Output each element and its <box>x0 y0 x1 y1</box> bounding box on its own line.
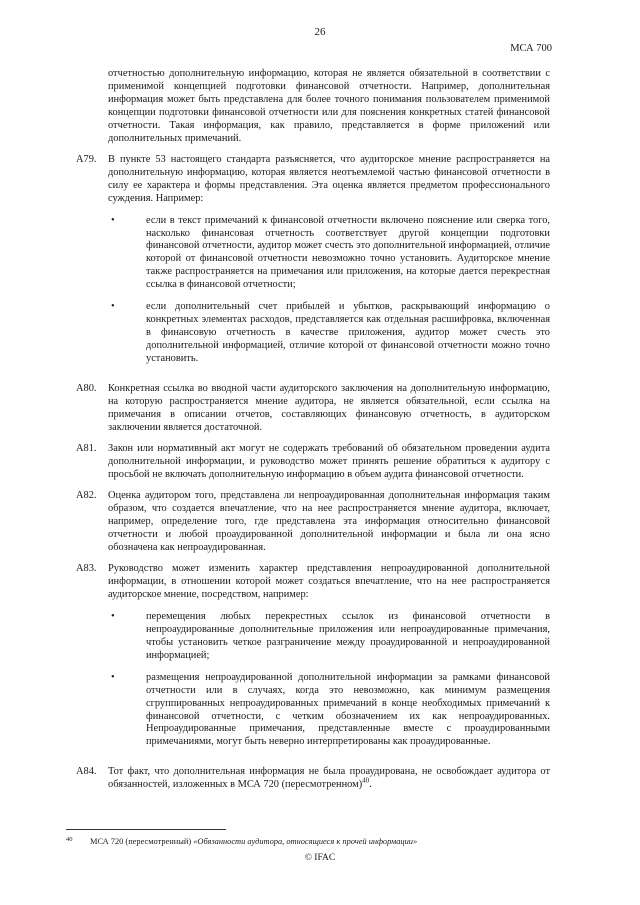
list-item-text: если дополнительный счет прибылей и убытков, раскрывающий информацию о конкретных элементах расходов, представляется как отдельная расшифровка, включенная в финансовую отчетность в качестве приложения, аудитор может счесть это дополнительной информацией, отличие которой от финансовой отчетности можно точно установить. <box>146 301 550 364</box>
copyright-notice: © IFAC <box>304 853 336 863</box>
paragraph-body: Тот факт, что дополнительная информация не была проаудирована, не освобождает аудитора от обязанностей, изложенных в МСА 720 (пересмотренном) <box>108 766 550 791</box>
footnote-text <box>90 836 417 847</box>
list-item-text: перемещения любых перекрестных ссылок из финансовой отчетности в непроаудированные дополнительные приложения или непроаудированные примечания, чтобы установить четкое разграничение между проаудированной и непроаудированной информацией; <box>146 611 550 661</box>
paragraph-a81 <box>76 443 550 482</box>
paragraph-a80 <box>76 383 550 435</box>
list-item <box>108 672 550 749</box>
bullet-icon: • <box>111 611 115 623</box>
paragraph-text <box>108 766 550 792</box>
paragraph-text: Конкретная ссылка во вводной части аудиторского заключения на дополнительную информацию, на которую распространяется мнение аудитора, не является обязательной, если ссылка на примечания в описании отчетов, составляющих финансовую отчетность, в аудиторском заключении является достаточной. <box>108 382 550 433</box>
paragraph-number: A84. <box>76 766 97 778</box>
paragraph-end: . <box>369 779 372 791</box>
page-number: 26 <box>314 26 326 38</box>
bullet-icon: • <box>111 214 115 226</box>
paragraph-number: A82. <box>76 490 97 502</box>
list-item <box>108 611 550 663</box>
paragraph-number: A79. <box>76 154 97 166</box>
bullet-icon: • <box>111 671 115 683</box>
bullet-icon: • <box>111 301 115 313</box>
paragraph-text: Руководство может изменить характер представления непроаудированной дополнительной информации, в отношении которой может создаться впечатление, что на нее распространяется аудиторское мнение, посредством, например: <box>108 563 550 601</box>
footnote-number: 40 <box>66 836 73 843</box>
document-body <box>76 68 550 801</box>
paragraph-a82 <box>76 490 550 555</box>
paragraph-text: Оценка аудитором того, представлена ли непроаудированная дополнительная информация таким образом, что создается впечатление, что на нее распространяется мнение аудитора, включает, например, определение того, где представлена эта информация относительно финансовой отчетности и любой проаудированной дополнительной информации и была ли она ясно обозначена как непроаудированная. <box>108 490 550 553</box>
paragraph-text: В пункте 53 настоящего стандарта разъясняется, что аудиторское мнение распространяется на дополнительную информацию, которая является неотъемлемой частью финансовой отчетности в силу ее характера и формы представления. Эта оценка является предметом профессионального суждения. Например: <box>108 154 550 204</box>
paragraph-number: A81. <box>76 443 97 455</box>
paragraph-a84 <box>76 766 550 792</box>
footnote-divider <box>66 829 226 830</box>
list-item <box>108 301 550 366</box>
paragraph-number: A80. <box>76 382 97 394</box>
list-item-text: размещения непроаудированной дополнительной информации за рамками финансовой отчетности или в случаях, когда это невозможно, как минимум размещения сгруппированных непроаудированных примечаний в конце необходимых примечаний к финансовой отчетности, с четким обозначением их как непроаудированных. Непроаудированные примечания, представленные вместе с проаудированными примечаниями, могут быть неверно интерпретированы как проаудированные. <box>146 671 550 748</box>
footnote-reference[interactable]: 40 <box>362 776 370 785</box>
paragraph-text: Закон или нормативный акт могут не содержать требований об обязательном проведении аудита дополнительной информации, и руководство может принять решение обратиться к аудитору с просьбой не включать дополнительную информацию в объем аудита финансовой отчетности. <box>108 443 550 480</box>
footnote <box>66 836 566 847</box>
list-item <box>108 215 550 292</box>
footnote-plain: МСА 720 (пересмотренный) <box>90 837 194 846</box>
intro-paragraph: отчетностью дополнительную информацию, которая не является обязательной в соответствии с применимой концепцией подготовки финансовой отчетности. Например, дополнительная информация может быть представлена для более точного понимания пользователем применимой концепции подготовки финансовой отчетности или для пояснения конкретных статей финансовой отчетности. Такая информация, как правило, представляется в форме приложений или дополнительных примечаний. <box>108 68 550 144</box>
paragraph-number: A83. <box>76 563 97 575</box>
paragraph-a79 <box>76 154 550 374</box>
standard-reference: МСА 700 <box>510 43 552 54</box>
paragraph-a83 <box>76 563 550 757</box>
list-item-text: если в текст примечаний к финансовой отчетности включено пояснение или сверка того, насколько финансовая отчетность соответствует другой концепции подготовки финансовой отчетности, аудитор может счесть это дополнительной информацией, отличие которой от финансовой отчетности невозможно точно установить. Аудиторское мнение также распространяется на примечания или приложения, на которые дается перекрестная ссылка в финансовой отчетности; <box>146 214 550 291</box>
footnote-title: «Обязанности аудитора, относящиеся к прочей информации» <box>193 837 418 846</box>
